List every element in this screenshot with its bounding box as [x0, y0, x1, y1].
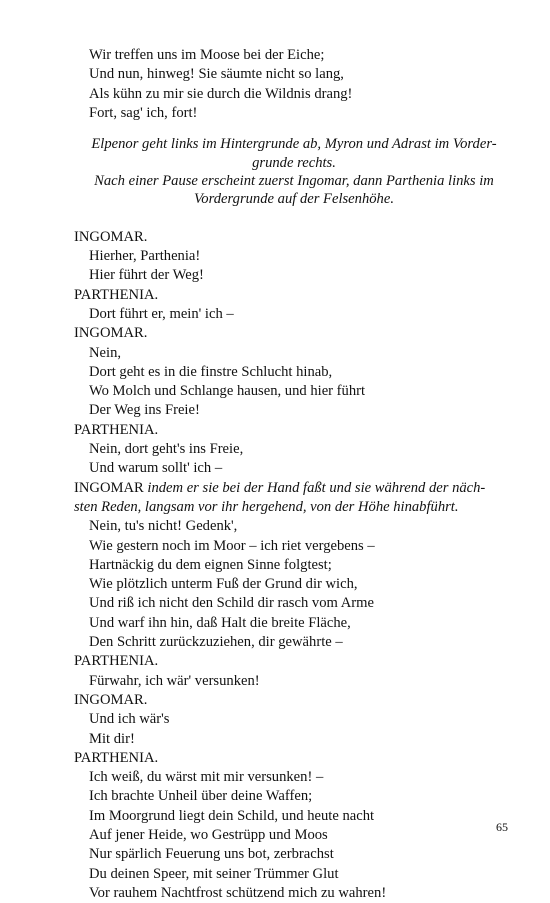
verse-line: Ich brachte Unheil über deine Waffen; [89, 788, 313, 805]
stage-direction-line: grunde rechts. [252, 154, 336, 171]
verse-line: Mit dir! [89, 730, 135, 747]
verse-line: Fürwahr, ich wär' versunken! [89, 672, 260, 689]
verse-line: Wie plötzlich unterm Fuß der Grund dir wich, [89, 576, 358, 593]
verse-line: Und warf ihn hin, daß Halt die breite Fläche, [89, 614, 351, 631]
verse-line: Der Weg ins Freie! [89, 402, 200, 419]
page-number: 65 [496, 820, 508, 834]
verse-line: Vor rauhem Nachtfrost schützend mich zu wahren! [89, 884, 387, 901]
verse-line: Und nun, hinweg! Sie säumte nicht so lang, [89, 66, 344, 83]
verse-line: Nein, [89, 344, 122, 361]
verse-line: Den Schritt zurückzuziehen, dir gewährte – [89, 634, 343, 651]
stage-direction-line: Vordergrunde auf der Felsenhöhe. [194, 191, 394, 208]
verse-line: Wo Molch und Schlange hausen, und hier führt [89, 383, 366, 400]
stage-direction [74, 172, 514, 209]
stage-direction [74, 135, 514, 172]
spacer [74, 123, 514, 135]
verse-line: Im Moorgrund liegt dein Schild, und heute nacht [89, 807, 375, 824]
speaker-name: INGOMAR. [74, 228, 148, 245]
stage-direction-line: Nach einer Pause erscheint zuerst Ingomar, dann Parthenia links im [94, 173, 494, 189]
speaker-name: PARTHENIA. [74, 749, 159, 766]
speaker-name: PARTHENIA. [74, 286, 159, 303]
verse-line: Nur spärlich Feuerung uns bot, zerbrachst [89, 846, 334, 863]
verse-line: Dort geht es in die finstre Schlucht hinab, [89, 363, 333, 380]
verse-line: Ich weiß, du wärst mit mir versunken! – [89, 769, 324, 786]
verse-line: Du deinen Speer, mit seiner Trümmer Glut [89, 865, 339, 882]
verse-line: Hierher, Parthenia! [89, 248, 201, 265]
verse-line: Nein, tu's nicht! Gedenk', [89, 518, 238, 535]
speaker-name: INGOMAR. [74, 325, 148, 342]
verse-line: Dort führt er, mein' ich – [89, 306, 234, 322]
speaker-name: INGOMAR. [74, 691, 148, 708]
verse-line: Als kühn zu mir sie durch die Wildnis drang! [89, 85, 353, 102]
verse-line: Hier führt der Weg! [89, 267, 204, 284]
speaker-name: PARTHENIA. [74, 653, 159, 670]
verse-line: Und ich wär's [89, 711, 170, 728]
verse-line: Nein, dort geht's ins Freie, [89, 441, 244, 458]
stage-direction-line: Elpenor geht links im Hintergrunde ab, Myron und Adrast im Vorder- [91, 136, 497, 153]
verse-line: Auf jener Heide, wo Gestrüpp und Moos [89, 827, 328, 844]
speaker-with-direction [74, 479, 514, 498]
inline-stage-direction: sten Reden, langsam vor ihr hergehend, von der Höhe hinabführt. [74, 498, 459, 515]
verse-line: Wie gestern noch im Moor – ich riet vergebens – [89, 537, 375, 554]
speaker-name: PARTHENIA. [74, 421, 159, 438]
spacer [74, 209, 514, 228]
verse-line: Und riß ich nicht den Schild dir rasch vom Arme [89, 595, 374, 612]
inline-stage-direction: indem er sie bei der Hand faßt und sie während der näch- [147, 479, 486, 496]
verse-line: Wir treffen uns im Moose bei der Eiche; [89, 47, 325, 63]
verse-line: Und warum sollt' ich – [89, 460, 223, 477]
verse-line: Fort, sag' ich, fort! [89, 104, 198, 121]
verse-line: Hartnäckig du dem eignen Sinne folgtest; [89, 556, 332, 573]
speaker-name: INGOMAR [74, 479, 144, 496]
play-text [74, 46, 514, 903]
